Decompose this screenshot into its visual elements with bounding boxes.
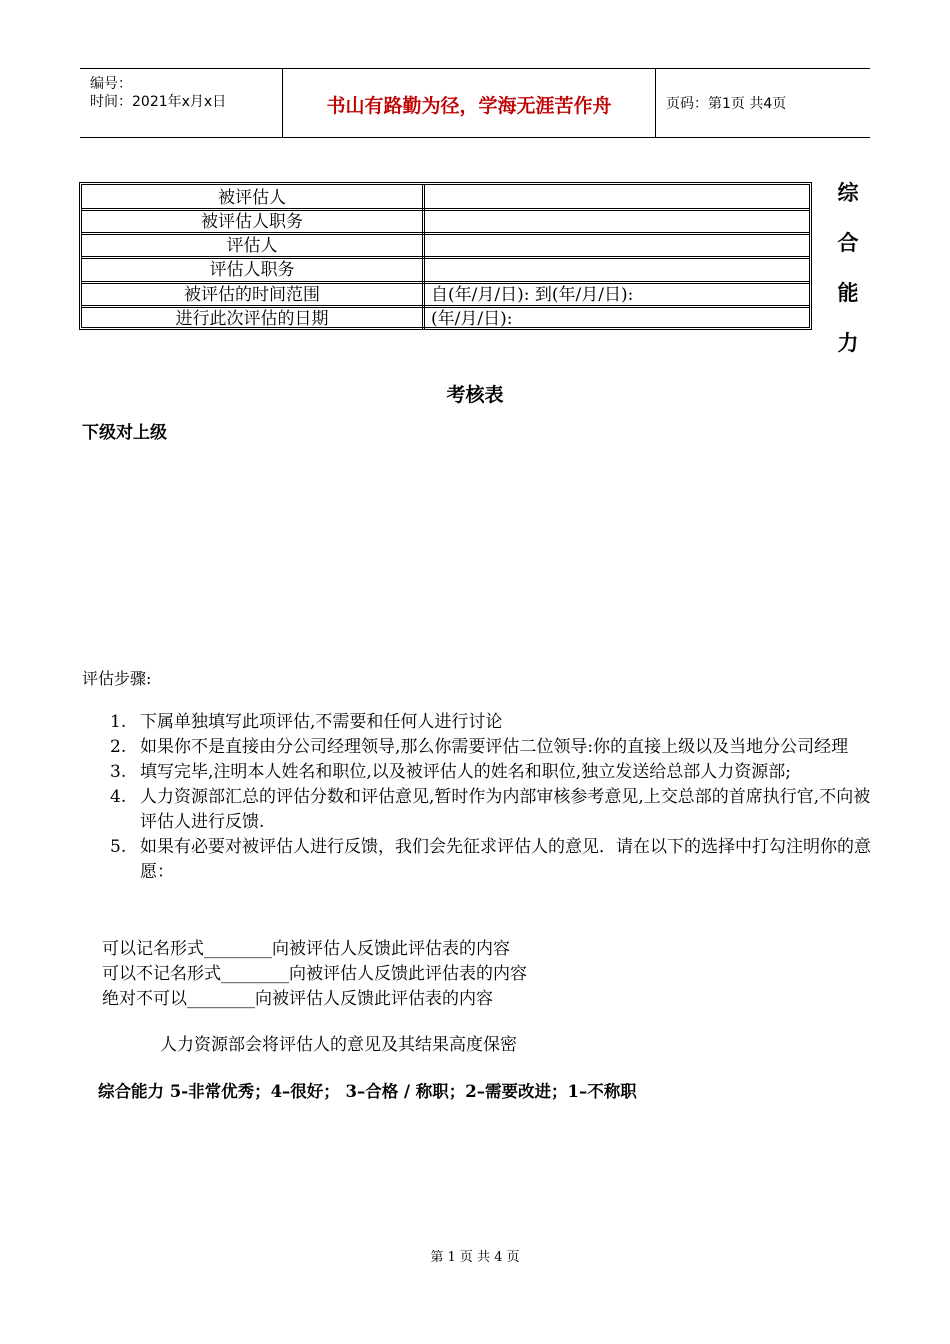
vertical-title-char: 合 <box>837 231 859 255</box>
steps-heading: 评估步骤: <box>82 669 152 688</box>
row-label: 被评估人职务 <box>82 209 425 233</box>
step-text: 填写完毕,注明本人姓名和职位,以及被评估人的姓名和职位,独立发送给总部人力资源部; <box>140 762 791 782</box>
confidential-note: 人力资源部会将评估人的意见及其结果高度保密 <box>160 1035 517 1055</box>
table-row <box>82 209 809 233</box>
step-number: 1. <box>110 712 127 732</box>
list-item <box>100 735 872 760</box>
steps-list <box>100 710 872 885</box>
row-label: 被评估人 <box>82 185 425 209</box>
row-label: 进行此次评估的日期 <box>82 306 425 330</box>
vertical-title-char: 力 <box>837 331 859 355</box>
row-value[interactable] <box>427 209 809 233</box>
header-page-cell <box>656 69 870 137</box>
row-value[interactable] <box>427 185 809 209</box>
list-item <box>100 835 872 885</box>
time-label: 时间：2021年x月x日 <box>90 94 227 110</box>
rating-scale: 综合能力 5-非常优秀；4–很好； 3–合格 / 称职；2–需要改进；1–不称职 <box>98 1082 637 1101</box>
page-info: 页码：第1页 共4页 <box>666 96 787 112</box>
motto: 书山有路勤为径，学海无涯苦作舟 <box>326 95 612 117</box>
list-item <box>100 785 872 835</box>
row-value[interactable]: (年/月/日): <box>431 309 513 329</box>
step-number: 4. <box>110 787 127 807</box>
feedback-option-never[interactable]: 绝对不可以________向被评估人反馈此评估表的内容 <box>102 989 493 1009</box>
table-row <box>82 282 809 306</box>
table-row <box>82 257 809 281</box>
list-item <box>100 760 872 785</box>
step-number: 5. <box>110 837 127 857</box>
step-text: 如果有必要对被评估人进行反馈，我们会先征求评估人的意见．请在以下的选择中打勾注明你的意愿： <box>140 837 871 882</box>
vertical-title-char: 能 <box>837 281 859 305</box>
vertical-title <box>836 176 860 376</box>
row-label: 被评估的时间范围 <box>82 282 425 306</box>
row-label: 评估人 <box>82 233 425 257</box>
table-row <box>82 185 809 209</box>
page-header <box>80 68 870 138</box>
step-text: 如果你不是直接由分公司经理领导,那么你需要评估二位领导:你的直接上级以及当地分公司经理 <box>140 737 849 757</box>
number-label: 编号： <box>90 76 132 92</box>
feedback-option-named[interactable]: 可以记名形式________向被评估人反馈此评估表的内容 <box>102 939 510 959</box>
header-meta-cell <box>80 69 283 137</box>
row-label: 评估人职务 <box>82 257 425 281</box>
row-value[interactable] <box>427 257 809 281</box>
step-text: 下属单独填写此项评估,不需要和任何人进行讨论 <box>140 712 503 732</box>
step-number: 3. <box>110 762 127 782</box>
row-value[interactable] <box>427 233 809 257</box>
section-subtitle: 下级对上级 <box>82 423 167 443</box>
row-value[interactable]: 自(年/月/日): 到(年/月/日): <box>431 285 634 305</box>
page-footer: 第 1 页 共 4 页 <box>430 1250 520 1265</box>
list-item <box>100 710 872 735</box>
info-table <box>79 182 812 330</box>
feedback-option-anonymous[interactable]: 可以不记名形式________向被评估人反馈此评估表的内容 <box>102 964 527 984</box>
header-motto-cell <box>283 69 656 137</box>
step-number: 2. <box>110 737 127 757</box>
page-title: 考核表 <box>446 384 504 406</box>
table-row <box>82 233 809 257</box>
vertical-title-char: 综 <box>837 181 859 205</box>
step-text: 人力资源部汇总的评估分数和评估意见,暂时作为内部审核参考意见,上交总部的首席执行官,不向被评估人进行反馈. <box>140 787 871 832</box>
table-row <box>82 306 809 330</box>
